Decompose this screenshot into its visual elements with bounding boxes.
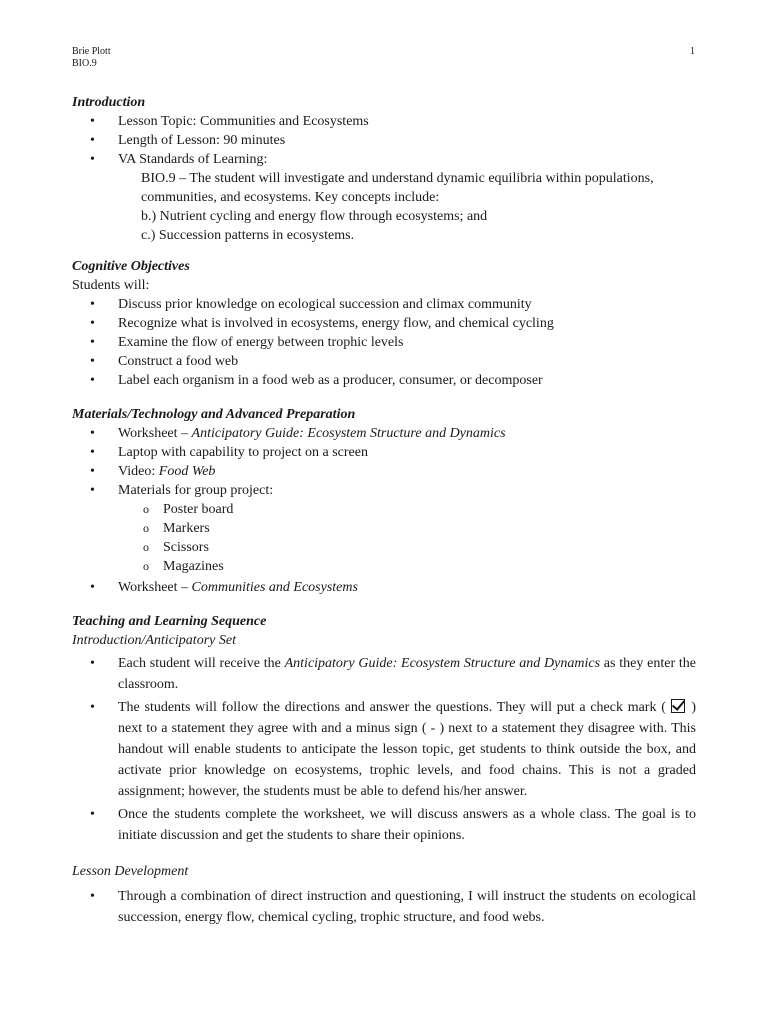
cognitive-heading: Cognitive Objectives bbox=[72, 259, 190, 274]
list-item: • Once the students complete the worksheet, we will discuss answers as a whole class. The goal is to initiate discussion and get the students to share their opinions. bbox=[72, 804, 696, 846]
guide-title: Anticipatory Guide: Ecosystem Structure and Dynamics bbox=[284, 656, 601, 671]
standard-b: b.) Nutrient cycling and energy flow through ecosystems; and bbox=[141, 209, 488, 224]
list-item: • Construct a food web bbox=[72, 352, 696, 371]
list-item: • Discuss prior knowledge on ecological succession and climax community bbox=[72, 295, 696, 314]
video-prefix: Video: bbox=[118, 464, 159, 479]
development-section bbox=[72, 862, 696, 928]
anticipatory-subheading: Introduction/Anticipatory Set bbox=[72, 633, 236, 648]
list-item: • Recognize what is involved in ecosystems, energy flow, and chemical cycling bbox=[72, 314, 696, 333]
worksheet-title: Communities and Ecosystems bbox=[191, 580, 358, 595]
list-item: • Materials for group project: bbox=[72, 481, 696, 500]
list-item: • Lesson Topic: Communities and Ecosystems bbox=[72, 112, 696, 131]
standard-c: c.) Succession patterns in ecosystems. bbox=[141, 228, 355, 243]
worksheet-title: Anticipatory Guide: Ecosystem Structure and Dynamics bbox=[191, 426, 506, 441]
teaching-heading: Teaching and Learning Sequence bbox=[72, 614, 267, 629]
text-segment: ) next to a statement they agree with and a minus sign ( - ) next to a statement they disagree with. This handout will enable students to anticipate the lesson topic, get students to think outside the box, and activate prior knowledge on ecosystems, trophic levels, and food chains. This is not a graded assignment; however, the students must be able to defend his/her answer. bbox=[118, 700, 696, 799]
header-code: BIO.9 bbox=[72, 58, 97, 69]
cognitive-list bbox=[72, 295, 696, 390]
introduction-section bbox=[72, 93, 696, 245]
materials-section bbox=[72, 405, 696, 597]
list-item bbox=[72, 697, 696, 802]
worksheet-prefix: Worksheet – bbox=[118, 580, 192, 595]
list-item: • Examine the flow of energy between trophic levels bbox=[72, 333, 696, 352]
materials-list bbox=[72, 424, 696, 500]
cognitive-intro: Students will: bbox=[72, 278, 150, 293]
materials-heading: Materials/Technology and Advanced Preparation bbox=[72, 407, 356, 422]
teaching-list bbox=[72, 653, 696, 846]
introduction-list bbox=[72, 112, 696, 169]
list-item: • Length of Lesson: 90 minutes bbox=[72, 131, 696, 150]
introduction-heading: Introduction bbox=[72, 95, 146, 110]
sub-list-item: o Magazines bbox=[72, 557, 696, 576]
list-item: • VA Standards of Learning: bbox=[72, 150, 696, 169]
group-project-sublist bbox=[72, 500, 696, 576]
text-segment: Each student will receive the bbox=[118, 656, 285, 671]
teaching-section bbox=[72, 612, 696, 846]
list-item: • Laptop with capability to project on a screen bbox=[72, 443, 696, 462]
video-title: Food Web bbox=[158, 464, 216, 479]
list-item bbox=[72, 424, 696, 443]
materials-list-2 bbox=[72, 578, 696, 597]
text-segment: as they enter the classroom. bbox=[118, 656, 696, 692]
text-segment: The students will follow the directions and answer the questions. They will put a check mark ( bbox=[118, 700, 671, 715]
list-item bbox=[72, 653, 696, 695]
checkmark-icon bbox=[671, 699, 685, 713]
sub-list-item: o Markers bbox=[72, 519, 696, 538]
worksheet-prefix: Worksheet – bbox=[118, 426, 192, 441]
standard-text: BIO.9 – The student will investigate and understand dynamic equilibria within populations, communities, and ecosystems. Key concepts include: bbox=[141, 171, 654, 205]
header-author: Brie Plott bbox=[72, 46, 111, 57]
list-item: • Label each organism in a food web as a producer, consumer, or decomposer bbox=[72, 371, 696, 390]
development-list bbox=[72, 886, 696, 928]
sub-list-item: o Poster board bbox=[72, 500, 696, 519]
sub-list-item: o Scissors bbox=[72, 538, 696, 557]
development-subheading: Lesson Development bbox=[72, 864, 189, 879]
cognitive-section bbox=[72, 257, 696, 390]
list-item: • Through a combination of direct instruction and questioning, I will instruct the students on ecological succession, energy flow, chemical cycling, trophic structure, and food webs. bbox=[72, 886, 696, 928]
list-item bbox=[72, 578, 696, 597]
list-item bbox=[72, 462, 696, 481]
page-number: 1 bbox=[690, 46, 695, 57]
